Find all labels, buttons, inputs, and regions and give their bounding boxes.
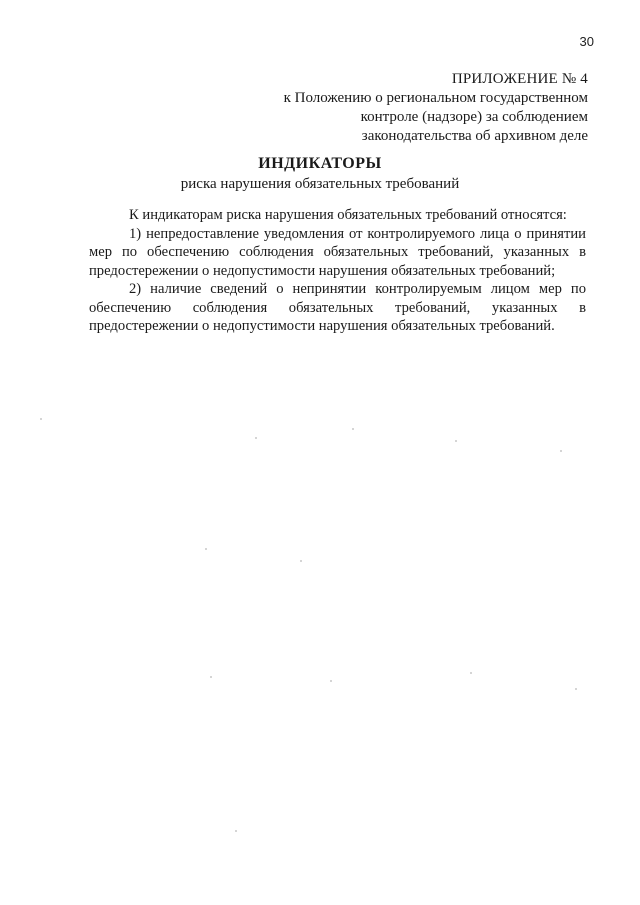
scan-speck <box>575 688 577 690</box>
body-paragraph-intro: К индикаторам риска нарушения обязательных требований относятся: <box>129 207 567 223</box>
scan-speck <box>352 428 354 430</box>
scan-speck <box>470 672 472 674</box>
appendix-line: законодательства об архивном деле <box>361 128 588 144</box>
document-subtitle: риска нарушения обязательных требований <box>180 176 460 192</box>
scan-speck <box>300 560 302 562</box>
body-paragraph-item-1: 1) непредоставление уведомления от контролируемого лица о принятии мер по обеспечению соблюдения обязательных требований, указанных в предостережении о недопустимости нарушения обязательных требований; <box>89 225 586 279</box>
document-heading <box>0 154 640 194</box>
appendix-header <box>248 70 588 146</box>
page-number: 30 <box>579 34 594 49</box>
document-body <box>89 206 586 336</box>
scan-speck <box>255 437 257 439</box>
body-paragraph-item-2: 2) наличие сведений о непринятии контролируемым лицом мер по обеспечению соблюдения обязательных требований, указанных в предостережении о недопустимости нарушения обязательных требований. <box>89 281 586 334</box>
scan-speck <box>330 680 332 682</box>
scan-speck <box>455 440 457 442</box>
appendix-line: контроле (надзоре) за соблюдением <box>360 109 588 125</box>
scan-speck <box>235 830 237 832</box>
scan-speck <box>210 676 212 678</box>
document-title: ИНДИКАТОРЫ <box>258 155 382 172</box>
scan-speck <box>205 548 207 550</box>
appendix-line: к Положению о региональном государственном <box>283 90 588 106</box>
appendix-title: ПРИЛОЖЕНИЕ № 4 <box>451 71 588 87</box>
scan-speck <box>40 418 42 420</box>
scan-speck <box>560 450 562 452</box>
